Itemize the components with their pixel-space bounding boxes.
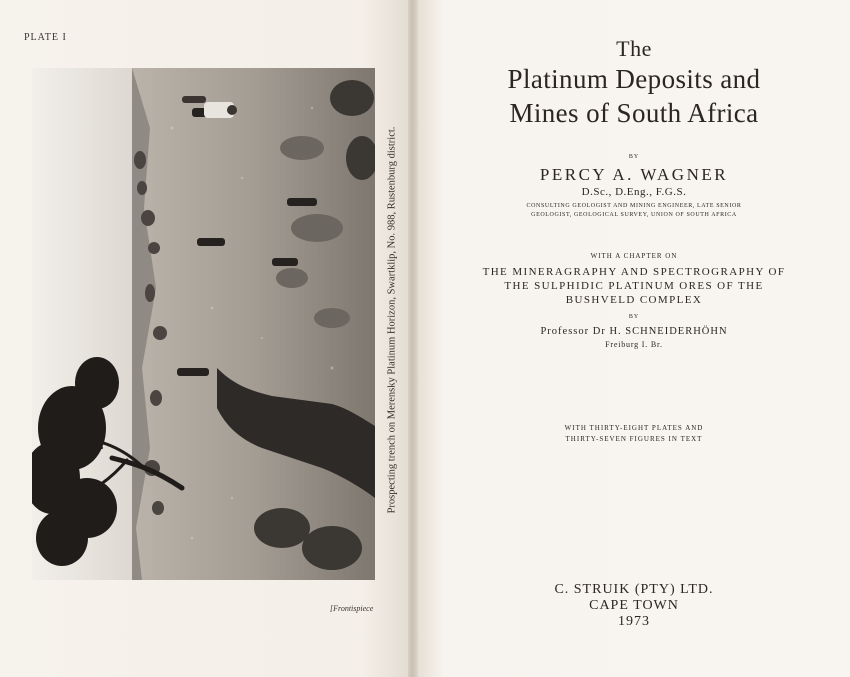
- plates-note-2: THIRTY-SEVEN FIGURES IN TEXT: [565, 435, 703, 443]
- author-name: PERCY A. WAGNER: [539, 165, 729, 184]
- publisher-city: CAPE TOWN: [589, 598, 679, 613]
- frontispiece-photo: [32, 68, 375, 580]
- with-chapter-label: WITH A CHAPTER ON: [590, 252, 678, 260]
- chapter-title-3: BUSHVELD COMPLEX: [565, 294, 703, 306]
- plates-note-1: WITH THIRTY-EIGHT PLATES AND: [564, 424, 704, 432]
- by-label-2: BY: [628, 314, 640, 320]
- plate-label: PLATE I: [24, 32, 67, 43]
- publisher-name: C. STRUIK (PTY) LTD.: [554, 582, 714, 597]
- title-the: The: [616, 36, 652, 61]
- title-line-2: Mines of South Africa: [509, 98, 759, 128]
- frontispiece-label: [Frontispiece: [330, 604, 374, 613]
- photo-illustration: [32, 68, 375, 580]
- contributor-place: Freiburg I. Br.: [605, 340, 663, 349]
- author-affiliation-2: GEOLOGIST, GEOLOGICAL SURVEY, UNION OF SOUTH AFRICA: [531, 212, 737, 218]
- author-degrees: D.Sc., D.Eng., F.G.S.: [581, 186, 687, 198]
- left-page: [0, 0, 412, 677]
- book-gutter: [408, 0, 418, 677]
- photo-caption: Prospecting trench on Merensky Platinum Horizon, Swartklip, No. 988, Rustenburg district.: [386, 126, 398, 514]
- chapter-title-2: THE SULPHIDIC PLATINUM ORES OF THE: [504, 280, 764, 292]
- photo-caption-wrap: [384, 70, 400, 570]
- title-line-1: Platinum Deposits and: [507, 64, 761, 94]
- author-affiliation-1: CONSULTING GEOLOGIST AND MINING ENGINEER, LATE SENIOR: [526, 203, 742, 209]
- publication-year: 1973: [618, 614, 650, 629]
- by-label: BY: [628, 154, 640, 160]
- chapter-title-1: THE MINERAGRAPHY AND SPECTROGRAPHY OF: [482, 266, 786, 278]
- title-page: [418, 0, 850, 677]
- contributor-name: Professor Dr H. SCHNEIDERHÖHN: [540, 326, 728, 337]
